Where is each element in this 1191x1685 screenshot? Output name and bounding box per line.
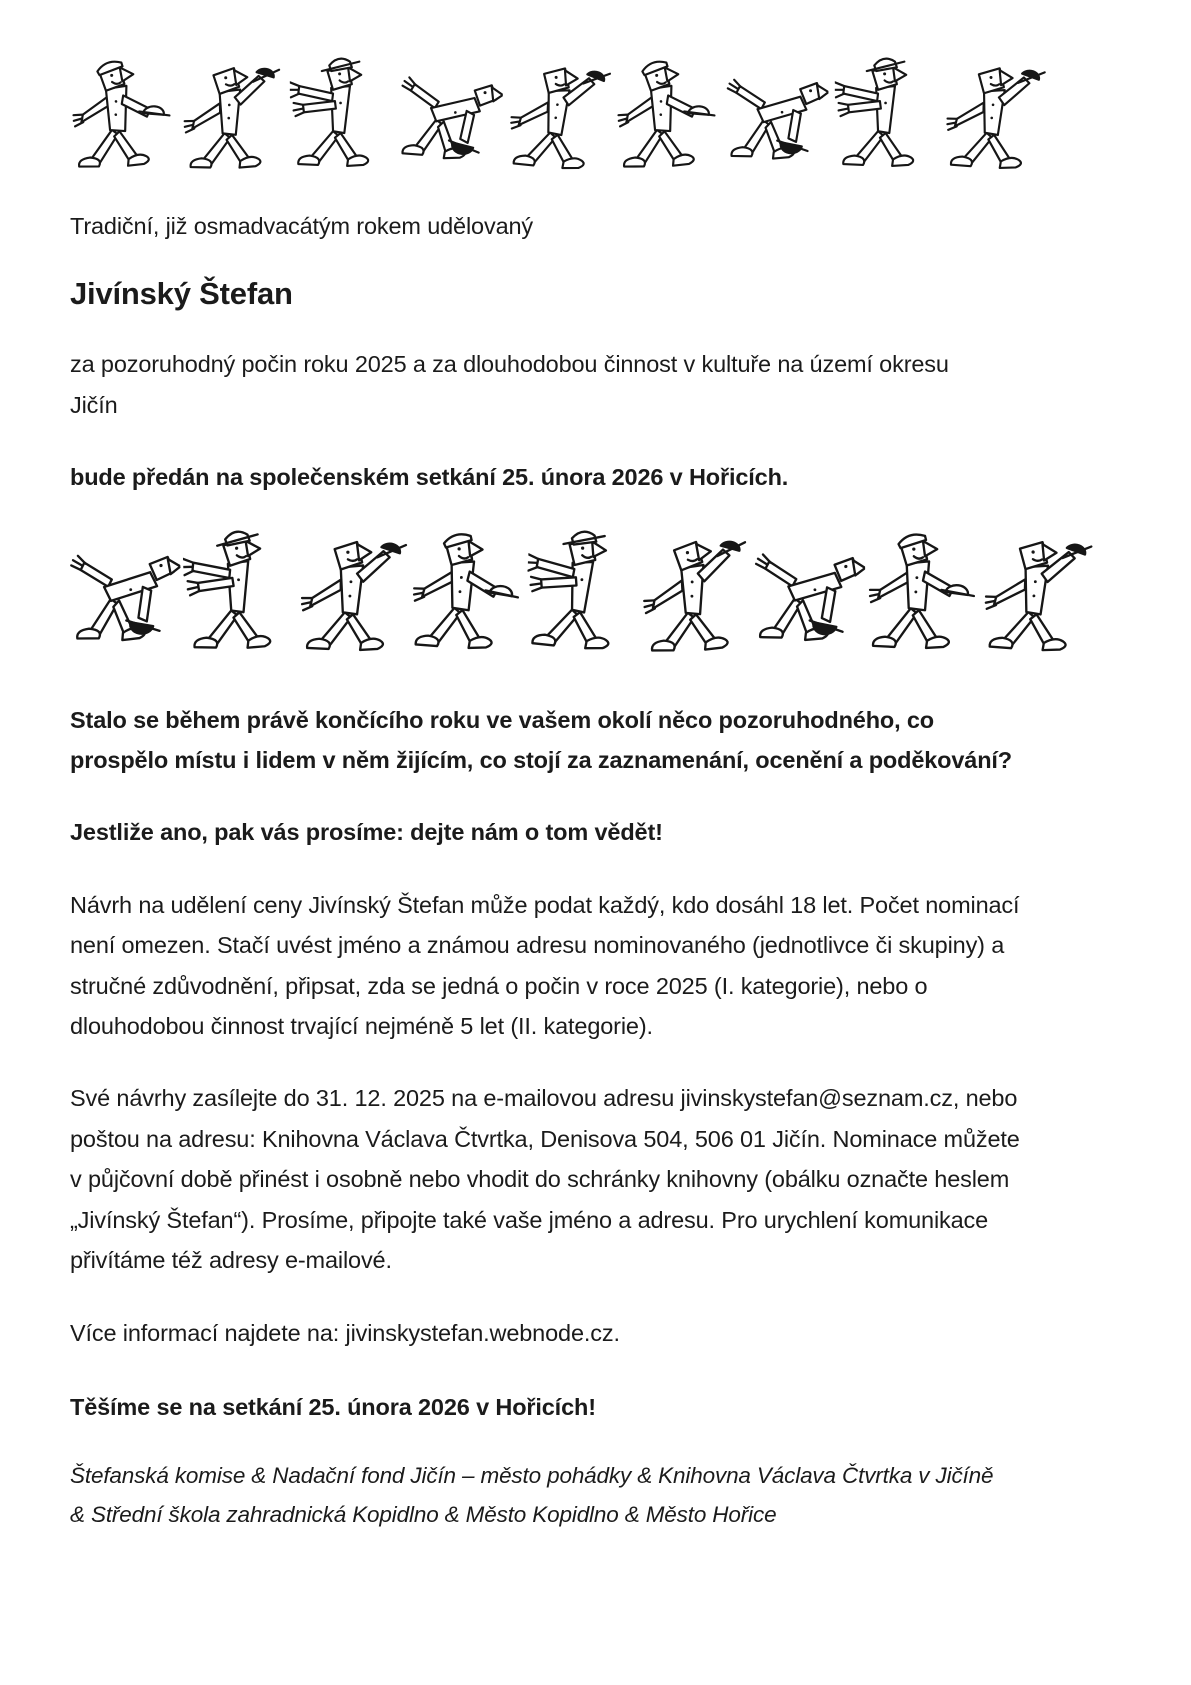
submission-instructions-paragraph: Své návrhy zasílejte do 31. 12. 2025 na e-mailovou adresu jivinskystefan@seznam.cz, nebo poštou na adresu: Knihovna Václava Čtvrtka, Denisova 504, 506 01 Jičín. Nominace můžete v půjčovní době přinést i osobně nebo vhodit do schránky knihovny (obálku označte heslem „Jivínský Štefan“). Prosíme, připojte také vaše jméno a adresu. Pro urychlení komunikace přivítáme též adresy e-mailové. <box>70 1085 1020 1274</box>
walking-man-figure-cap-walker <box>868 528 980 664</box>
walking-man-figure-bent-walker <box>722 55 832 182</box>
walking-man-figure-bent-walker <box>66 525 185 667</box>
walking-man-figure-arms-back-walker <box>522 525 641 667</box>
question-paragraph: Stalo se během právě končícího roku ve vašem okolí něco pozoruhodného, co prospělo místu i lidem v něm žijícím, co stojí za zaznamenání, ocenění a poděkování? <box>70 706 1012 774</box>
event-announcement: bude předán na společenském setkání 25. února 2026 v Hořicích. <box>70 464 789 491</box>
signature-line: Štefanská komise & Nadační fond Jičín – město pohádky & Knihovna Václava Čtvrtka v Jičíně & Střední škola zahradnická Kopidlno & Město Kopidlno & Město Hořice <box>70 1463 994 1527</box>
walking-man-figure-hat-doffer <box>980 526 1096 665</box>
walking-man-figure-arms-back-walker <box>833 56 940 180</box>
call-to-action-line: Jestliže ano, pak vás prosíme: dejte nám o tom vědět! <box>70 819 663 846</box>
nomination-rules-paragraph: Návrh na udělení ceny Jivínský Štefan může podat každý, kdo dosáhl 18 let. Počet nominací není omezen. Stačí uvést jméno a známou adresu nominovaného (jednotlivce či skupiny) a stručné zdůvodnění, připsat, zda se jedná o počin v roce 2025 (I. kategorie), nebo o dlouhodobou činnost trvající nejméně 5 let (II. kategorie). <box>70 891 1020 1040</box>
walking-man-figure-bent-walker <box>752 526 868 665</box>
walking-man-figure-hat-doffer <box>177 55 287 182</box>
walking-man-figure-arms-back-walker <box>288 56 395 180</box>
walking-man-figure-bent-walker <box>395 55 505 182</box>
walking-figures-band-middle <box>70 528 1131 664</box>
walking-man-figure-cap-walker <box>410 526 526 665</box>
walking-figures-band-top <box>70 56 1131 180</box>
walking-man-figure-hat-doffer <box>940 55 1050 182</box>
closing-line: Těšíme se na setkání 25. února 2026 v Hořicích! <box>70 1393 596 1420</box>
walking-man-figure-hat-doffer <box>298 528 410 664</box>
award-description: za pozoruhodný počin roku 2025 a za dlouhodobou činnost v kultuře na území okresu Jičín <box>70 351 949 418</box>
walking-man-figure-cap-walker <box>612 53 726 183</box>
page-title: Jivínský Štefan <box>70 276 293 312</box>
walking-man-figure-hat-doffer <box>636 525 755 667</box>
intro-line: Tradiční, již osmadvacátým rokem udělovaný <box>70 213 534 239</box>
walking-man-figure-cap-walker <box>67 53 181 183</box>
more-info-line: Více informací najdete na: jivinskystefan.webnode.cz. <box>70 1319 620 1346</box>
walking-man-figure-hat-doffer <box>503 53 617 183</box>
walking-man-figure-arms-back-walker <box>182 526 298 665</box>
